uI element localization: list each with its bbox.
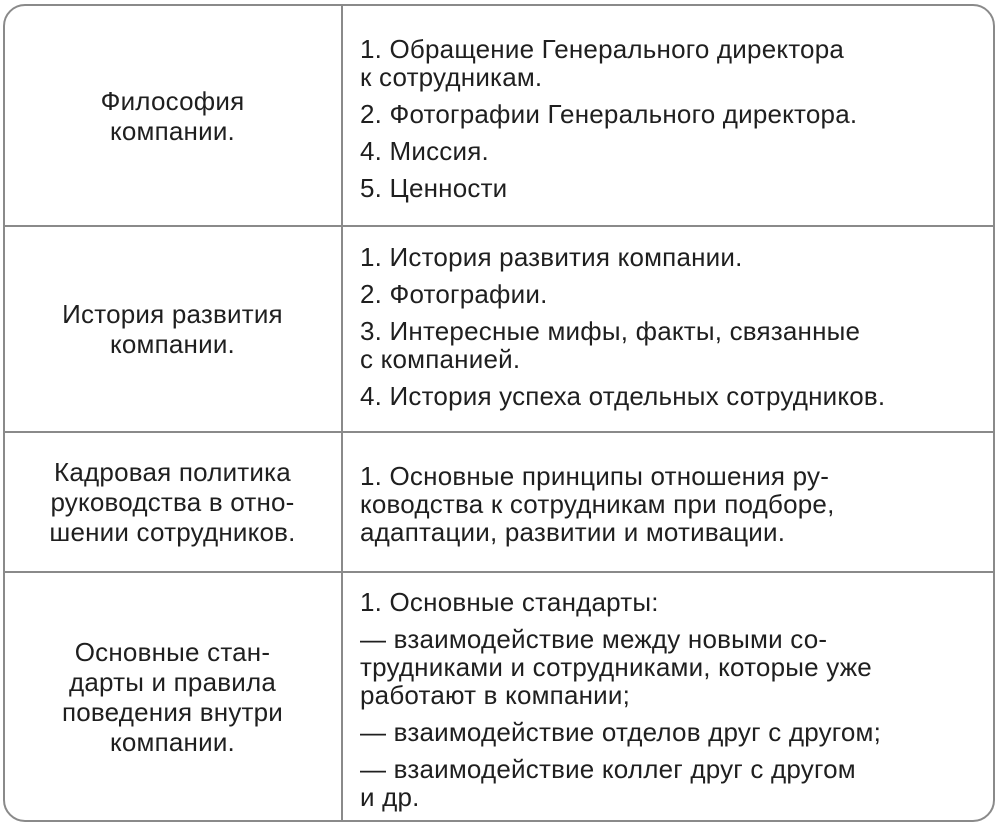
row-label: Кадровая политика руководства в отно- шении сотрудников. [49,457,296,547]
list-item: — взаимодействие между новыми со- трудниками и сотрудниками, которые уже работают в компании; [360,624,872,710]
list-item: 4. Миссия. [360,136,489,166]
list-item: 4. История успеха отдельных сотрудников. [360,381,886,411]
list-item: 3. Интересные мифы, факты, связанные с компанией. [360,316,861,374]
row-label: Философия компании. [100,85,245,146]
table-row [5,431,993,571]
table-row [5,571,993,820]
row-items-cell [360,243,973,419]
row-items-cell [360,588,973,820]
list-item: 1. Основные принципы отношения ру- ководства к сотрудникам при подборе, адаптации, развитии и мотивации. [360,461,835,547]
row-label-cell [5,433,340,571]
row-items-cell [360,35,973,211]
list-item: 1. История развития компании. [360,242,743,272]
list-item: 1. Обращение Генерального директора к сотрудникам. [360,34,845,92]
list-item: 2. Фотографии Генерального директора. [360,99,858,129]
row-label-cell [5,573,340,820]
list-item: — взаимодействие коллег друг с другом и др. [360,754,856,812]
list-item: — взаимодействие отделов друг с другом; [360,717,882,747]
list-item: 5. Ценности [360,173,508,203]
row-items-cell [360,462,973,555]
row-label: История развития компании. [62,299,283,359]
content-table [3,4,995,822]
list-item: 2. Фотографии. [360,279,548,309]
list-item: 1. Основные стандарты: [360,587,659,617]
column-divider [341,227,343,431]
row-label-cell [5,227,340,431]
column-divider [341,6,343,225]
row-label-cell [5,6,340,225]
column-divider [341,573,343,820]
row-label: Основные стан- дарты и правила поведения внутри компании. [61,636,284,757]
table-row [5,6,993,225]
column-divider [341,433,343,571]
table-row [5,225,993,431]
